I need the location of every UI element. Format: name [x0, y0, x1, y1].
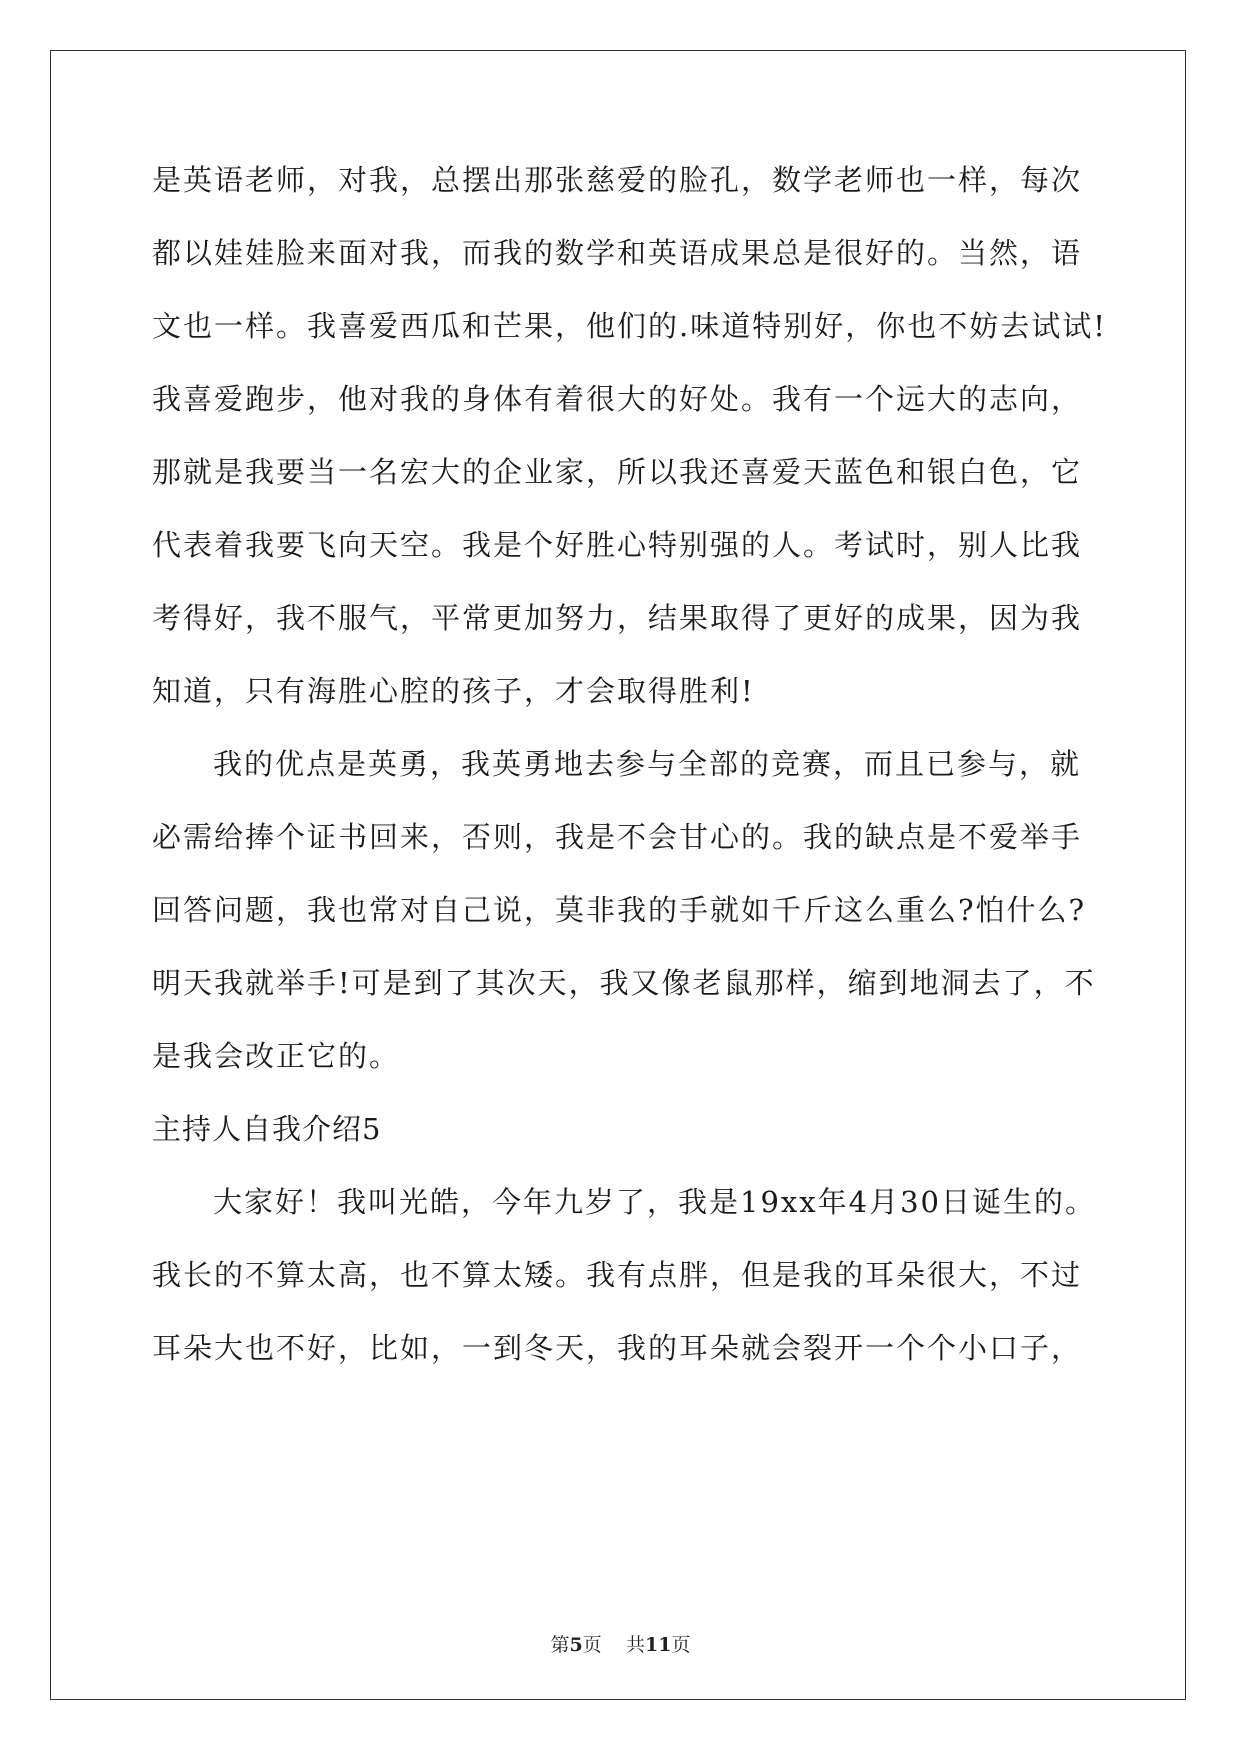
- paragraph-start-line: 我的优点是英勇，我英勇地去参与全部的竞赛，而且已参与，就: [213, 747, 1082, 781]
- page-number: 5: [569, 1634, 583, 1656]
- text-line: 代表着我要飞向天空。我是个好胜心特别强的人。考试时，别人比我: [152, 528, 1083, 562]
- page-label: 第: [550, 1634, 570, 1656]
- text-line: 回答问题，我也常对自己说，莫非我的手就如千斤这么重么?怕什么?: [152, 893, 1087, 927]
- text-line: 耳朵大也不好，比如，一到冬天，我的耳朵就会裂开一个个小口子，: [152, 1331, 1083, 1365]
- text-line: 是我会改正它的。: [152, 1039, 401, 1073]
- text-line: 我长的不算太高，也不算太矮。我有点胖，但是我的耳朵很大，不过: [152, 1258, 1083, 1292]
- section-heading: 主持人自我介绍5: [152, 1112, 382, 1146]
- text-line: 文也一样。我喜爱西瓜和芒果，他们的.味道特别好，你也不妨去试试!: [152, 309, 1107, 343]
- page-footer: [0, 1633, 1241, 1657]
- page-border: [50, 50, 1186, 1700]
- text-line: 知道，只有海胜心腔的孩子，才会取得胜利!: [152, 674, 755, 708]
- total-label: 共: [625, 1634, 645, 1656]
- text-line: 明天我就举手!可是到了其次天，我又像老鼠那样，缩到地洞去了，不: [152, 966, 1096, 1000]
- page-suffix: 页: [582, 1634, 602, 1656]
- text-line: 是英语老师，对我，总摆出那张慈爱的脸孔，数学老师也一样，每次: [152, 163, 1083, 197]
- text-line: 我喜爱跑步，他对我的身体有着很大的好处。我有一个远大的志向，: [152, 382, 1083, 416]
- total-suffix: 页: [671, 1634, 691, 1656]
- paragraph-start-line: 大家好！我叫光皓，今年九岁了，我是19xx年4月30日诞生的。: [213, 1185, 1096, 1219]
- total-pages: 11: [644, 1634, 672, 1656]
- text-line: 那就是我要当一名宏大的企业家，所以我还喜爱天蓝色和银白色，它: [152, 455, 1083, 489]
- text-line: 必需给捧个证书回来，否则，我是不会甘心的。我的缺点是不爱举手: [152, 820, 1083, 854]
- text-line: 考得好，我不服气，平常更加努力，结果取得了更好的成果，因为我: [152, 601, 1083, 635]
- text-line: 都以娃娃脸来面对我，而我的数学和英语成果总是很好的。当然，语: [152, 236, 1083, 270]
